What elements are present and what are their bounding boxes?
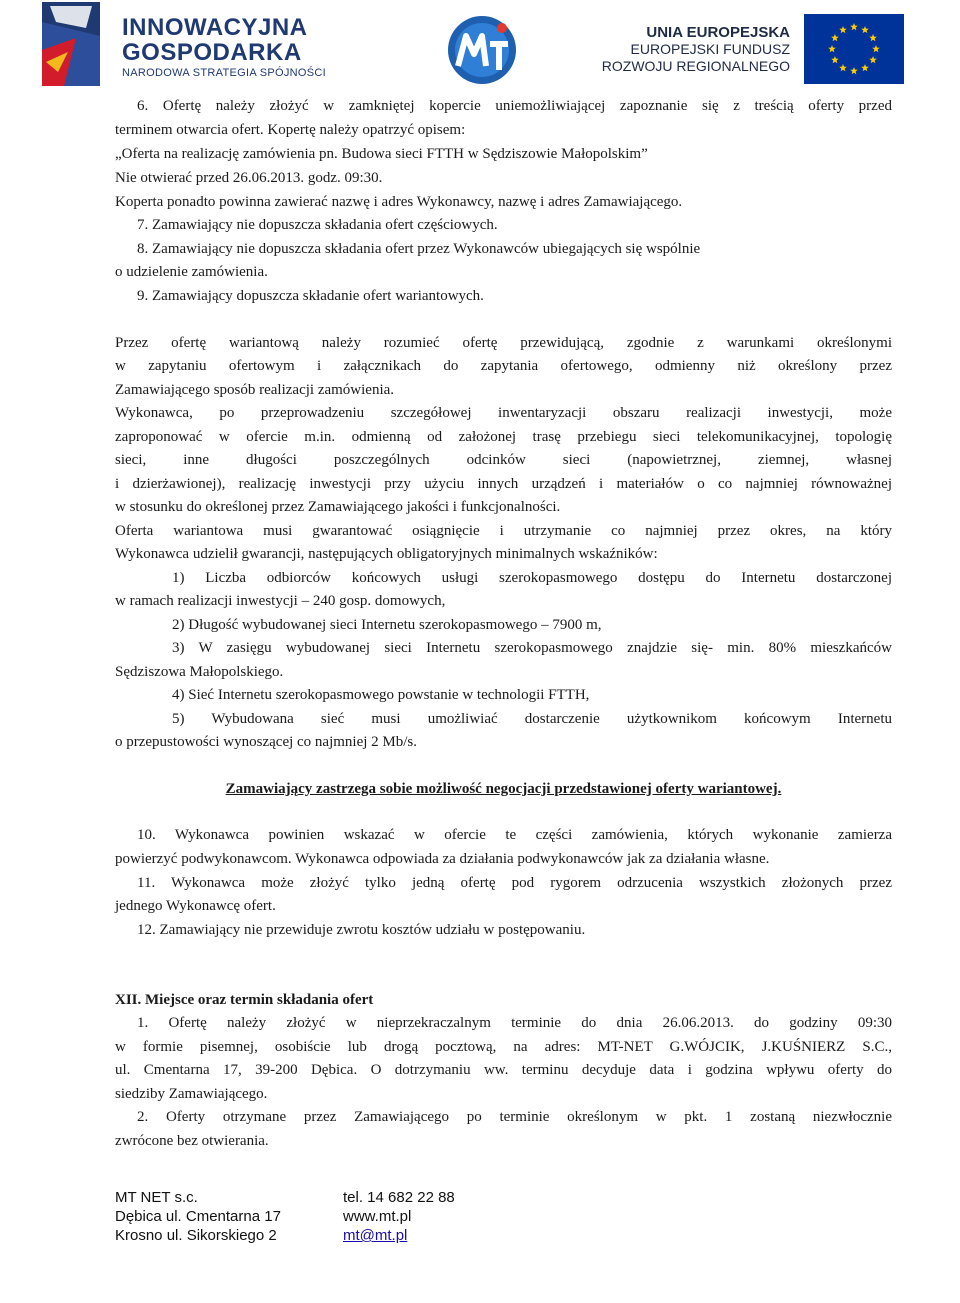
footer-company: MT NET s.c. (115, 1189, 198, 1206)
text-line: i dzierżawionej), realizację inwestycji przy użyciu innych urządzeń i materiałów o co najmniej równoważnej (115, 476, 892, 492)
item-10: 10. Wykonawca powinien wskazać w ofercie te części zamówienia, których wykonanie zamierza (137, 827, 892, 843)
negotiation-notice: Zamawiający zastrzega sobie możliwość negocjacji przedstawionej oferty wariantowej. (225, 781, 782, 797)
text-line: Wykonawca udzielił gwarancji, następujących obligatoryjnych minimalnych wskaźników: (115, 546, 658, 562)
text-line: w stosunku do określonej przez Zamawiającego jakości i funkcjonalności. (115, 499, 561, 515)
eu-title: UNIA EUROPEJSKA (646, 24, 790, 41)
text-line: w ramach realizacji inwestycji – 240 gosp. domowych, (115, 593, 446, 609)
indicator-3: 3) W zasięgu wybudowanej sieci Internetu szerokopasmowego znajdzie się- min. 80% mieszkańców (172, 640, 892, 656)
text-line: powierzyć podwykonawcom. Wykonawca odpowiada za działania podwykonawców jak za działania własne. (115, 851, 770, 867)
item-6: 6. Ofertę należy złożyć w zamkniętej kopercie uniemożliwiającej zapoznanie się z treścią oferty przed (137, 98, 892, 114)
indicator-2: 2) Długość wybudowanej sieci Internetu szerokopasmowego – 7900 m, (172, 617, 602, 633)
text-line: Przez ofertę wariantową należy rozumieć ofertę przewidującą, zgodnie z warunkami określonymi (115, 335, 892, 351)
footer-email-link[interactable]: mt@mt.pl (343, 1227, 408, 1244)
text-line: zaproponować w ofercie m.in. odmienną od założonej trasę przebiegu sieci telekomunikacyjnej, topologię (115, 429, 892, 445)
text-line: Zamawiającego sposób realizacji zamówienia. (115, 382, 395, 398)
mt-net-logo (444, 14, 520, 86)
text-line: w zapytaniu ofertowym i załącznikach do zapytania ofertowego, odmienny niż określony przez (115, 358, 892, 374)
innowacyjna-gospodarka-logo (42, 2, 104, 88)
text-line: terminem otwarcia ofert. Kopertę należy opatrzyć opisem: (115, 122, 466, 138)
footer-website[interactable]: www.mt.pl (343, 1208, 412, 1225)
item-7: 7. Zamawiający nie dopuszcza składania ofert częściowych. (137, 217, 498, 233)
text-line: zwrócone bez otwierania. (115, 1133, 269, 1149)
footer-phone: tel. 14 682 22 88 (343, 1189, 455, 1206)
text-line: o przepustowości wynoszącej co najmniej 2 Mb/s. (115, 734, 418, 750)
indicator-4: 4) Sieć Internetu szerokopasmowego powstanie w technologii FTTH, (172, 687, 590, 703)
item-8: 8. Zamawiający nie dopuszcza składania ofert przez Wykonawców ubiegających się wspólnie (137, 241, 701, 257)
item-9: 9. Zamawiający dopuszcza składanie ofert wariantowych. (137, 288, 484, 304)
indicator-1: 1) Liczba odbiorców końcowych usługi szerokopasmowego dostępu do Internetu dostarczonej (172, 570, 892, 586)
item-12: 12. Zamawiający nie przewiduje zwrotu kosztów udziału w postępowaniu. (137, 922, 586, 938)
text-line: „Oferta na realizację zamówienia pn. Budowa sieci FTTH w Sędziszowie Małopolskim” (115, 146, 648, 162)
eu-flag-icon (804, 14, 904, 84)
text-line: Koperta ponadto powinna zawierać nazwę i adres Wykonawcy, nazwę i adres Zamawiającego. (115, 194, 683, 210)
text-line: w formie pisemnej, osobiście lub drogą pocztową, na adres: MT-NET G.WÓJCIK, J.KUŚNIERZ S.C., (115, 1039, 892, 1055)
text-line: Nie otwierać przed 26.06.2013. godz. 09:30. (115, 170, 383, 186)
ig-subtitle: NARODOWA STRATEGIA SPÓJNOŚCI (122, 67, 326, 79)
text-line: Wykonawca, po przeprowadzeniu szczegółowej inwentaryzacji obszaru realizacji inwestycji, może (115, 405, 892, 421)
eu-fund-line2: ROZWOJU REGIONALNEGO (601, 58, 790, 74)
text-line: sieci, inne długości poszczególnych odcinków sieci (napowietrznej, ziemnej, własnej (115, 452, 892, 468)
footer-address-debica: Dębica ul. Cmentarna 17 (115, 1208, 281, 1225)
text-line: siedziby Zamawiającego. (115, 1086, 268, 1102)
text-line: o udzielenie zamówienia. (115, 264, 268, 280)
text-line: jednego Wykonawcę ofert. (115, 898, 276, 914)
ig-title-line1: INNOWACYJNA (122, 14, 308, 41)
section-heading-xii: XII. Miejsce oraz termin składania ofert (115, 992, 374, 1008)
eu-fund-line1: EUROPEJSKI FUNDUSZ (630, 41, 790, 57)
footer-address-krosno: Krosno ul. Sikorskiego 2 (115, 1227, 277, 1244)
xii-item-2: 2. Oferty otrzymane przez Zamawiającego po terminie określonym w pkt. 1 zostaną niezwłocznie (137, 1109, 892, 1125)
text-line: Oferta wariantowa musi gwarantować osiągnięcie i utrzymanie co najmniej przez okres, na który (115, 523, 892, 539)
xii-item-1: 1. Ofertę należy złożyć w nieprzekraczalnym terminie do dnia 26.06.2013. do godziny 09:30 (137, 1015, 892, 1031)
text-line: ul. Cmentarna 17, 39-200 Dębica. O dotrzymaniu ww. terminu decyduje data i godzina wpływu oferty do (115, 1062, 892, 1078)
item-11: 11. Wykonawca może złożyć tylko jedną ofertę pod rygorem odrzucenia wszystkich złożonych przez (137, 875, 892, 891)
ig-title-line2: GOSPODARKA (122, 39, 302, 66)
indicator-5: 5) Wybudowana sieć musi umożliwiać dostarczenie użytkownikom końcowym Internetu (172, 711, 892, 727)
text-line: Sędziszowa Małopolskiego. (115, 664, 284, 680)
